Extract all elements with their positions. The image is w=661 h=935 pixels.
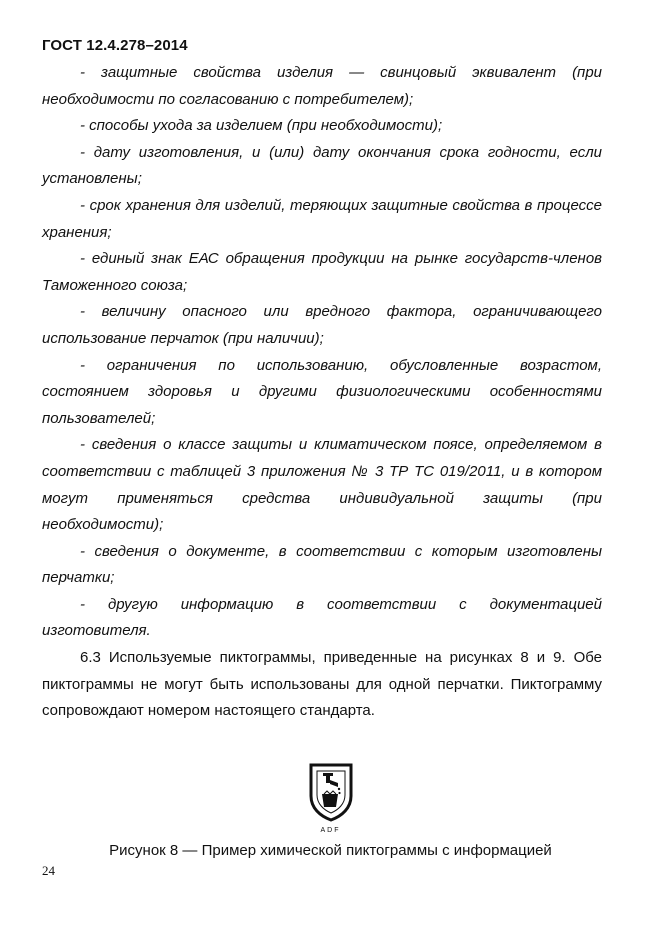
list-item: - сведения о документе, в соответствии с которым изготовлены перчатки; [42, 542, 602, 587]
document-body [42, 60, 602, 725]
list-item: - защитные свойства изделия — свинцовый эквивалент (при необходимости по согласованию с потребителем); [42, 64, 602, 108]
section-6-3-paragraph: 6.3 Используемые пиктограммы, приведенные на рисунках 8 и 9. Обе пиктограммы не могут быть использованы для одной перчатки. Пиктограмму сопровождают номером настоящего стандарта. [42, 649, 602, 720]
pictogram-label: ADF [320, 827, 341, 834]
figure-8 [0, 762, 661, 822]
list-item: - единый знак ЕАС обращения продукции на рынке государств-членов Таможенного союза; [42, 250, 602, 294]
list-item: - срок хранения для изделий, теряющих защитные свойства в процессе хранения; [42, 196, 602, 241]
list-item: - дату изготовления, и (или) дату окончания срока годности, если установлены; [42, 143, 602, 188]
figure-caption: Рисунок 8 — Пример химической пиктограммы с информацией [109, 842, 552, 859]
list-item: - другую информацию в соответствии с документацией изготовителя. [42, 595, 602, 640]
list-item: - способы ухода за изделием (при необходимости); [80, 117, 443, 135]
document-header: ГОСТ 12.4.278–2014 [42, 37, 188, 54]
chemical-protection-shield-icon [308, 762, 354, 822]
list-item: - сведения о классе защиты и климатическом поясе, определяемом в соответствии с таблицей 3 приложения № 3 ТР ТС 019/2011, и в котором могут применяться средства индивидуальной защиты (при необходимости); [42, 436, 602, 534]
list-item: - величину опасного или вредного фактора, ограничивающего использование перчаток (при наличии); [42, 303, 602, 347]
list-item: - ограничения по использованию, обусловленные возрастом, состоянием здоровья и другими физиологическими особенностями пользователей; [42, 356, 602, 427]
page-number: 24 [42, 863, 55, 878]
